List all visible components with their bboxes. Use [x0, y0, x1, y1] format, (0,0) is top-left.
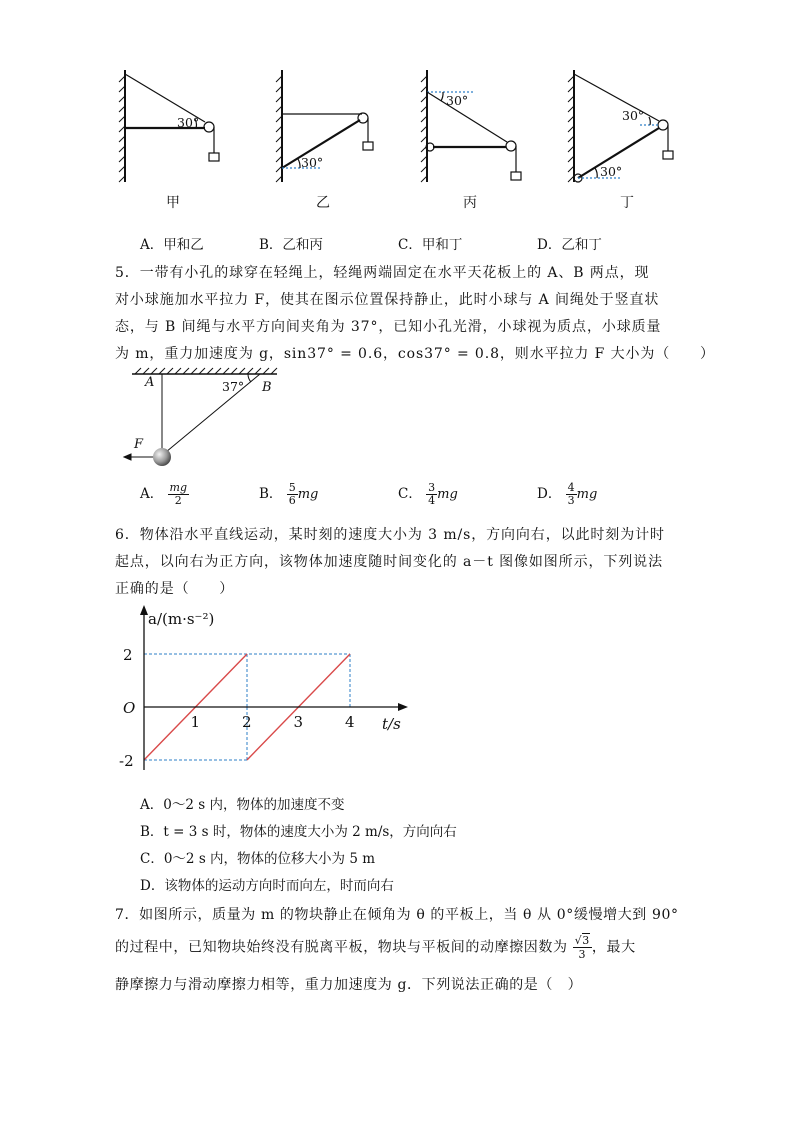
q4-option-a[interactable]: A．甲和乙	[140, 237, 204, 253]
x-tick-label-1: 1	[190, 713, 201, 731]
y-axis-arrow	[140, 605, 148, 615]
q7-text-line-2: 的过程中，已知物块始终没有脱离平板，物块与平板间的动摩擦因数为 $\frac{√3}{3}$ ，最大	[115, 934, 636, 961]
angle-label-jia: 30°	[177, 115, 200, 130]
y-axis-label: a/(m·s⁻²)	[148, 610, 215, 628]
x-tick-label-3: 3	[293, 713, 304, 731]
q6-option-a[interactable]: A．0～2 s 内，物体的加速度不变	[140, 797, 345, 813]
q7-friction-coefficient: $\frac{√3}{3}$	[574, 934, 590, 961]
q5-option-b[interactable]: B． $\frac{5}{6}$ mg	[259, 481, 319, 507]
q5-option-d[interactable]: D． $\frac{4}{3}$ mg	[537, 481, 598, 507]
q6-text-line-3: 正确的是（ ）	[115, 581, 235, 597]
q4-option-d[interactable]: D．乙和丁	[537, 237, 602, 253]
q4-option-b[interactable]: B．乙和丙	[259, 237, 323, 253]
q5-text-line-1: 5．一带有小孔的球穿在轻绳上，轻绳两端固定在水平天花板上的 A、B 两点，现	[115, 265, 650, 281]
x-tick-label-4: 4	[345, 713, 355, 731]
angle-label-ding-bottom: 30°	[600, 164, 623, 179]
q6-option-b[interactable]: B．t = 3 s 时，物体的速度大小为 2 m/s，方向向右	[140, 824, 457, 840]
q5-text-line-4: 为 m，重力加速度为 g，sin37° = 0.6，cos37° = 0.8，则水平拉力 F 大小为（ ）	[115, 346, 715, 362]
q6-option-c[interactable]: C．0～2 s 内，物体的位移大小为 5 m	[140, 851, 376, 867]
q5-angle-37: 37°	[222, 379, 245, 394]
x-axis-label: t/s	[382, 715, 401, 733]
q6-option-d[interactable]: D．该物体的运动方向时而向左，时而向右	[140, 878, 394, 894]
q5-text-line-3: 态，与 B 间绳与水平方向间夹角为 37°，已知小孔光滑，小球视为质点，小球质量	[115, 319, 662, 335]
y-tick-label-2: 2	[123, 646, 133, 664]
q5-option-a[interactable]: A． $\frac{mg}{2}$	[140, 481, 188, 507]
q4-option-c[interactable]: C．甲和丁	[398, 237, 463, 253]
y-tick-label-neg2: -2	[119, 752, 134, 770]
q4-figures	[0, 0, 793, 215]
fig-label-ding: 丁	[620, 195, 634, 211]
angle-label-bing: 30°	[446, 93, 469, 108]
fig-label-bing: 丙	[463, 195, 477, 211]
x-tick-label-2: 2	[242, 713, 252, 731]
q5-label-a: A	[145, 375, 155, 390]
fig-label-yi: 乙	[316, 195, 330, 211]
q5-text-line-2: 对小球施加水平拉力 F，使其在图示位置保持静止，此时小球与 A 间绳处于竖直状	[115, 292, 660, 308]
q6-text-line-2: 起点，以向右为正方向，该物体加速度随时间变化的 a－t 图像如图所示，下列说法	[115, 554, 663, 570]
fig-label-jia: 甲	[166, 195, 180, 211]
q6-text-line-1: 6．物体沿水平直线运动，某时刻的速度大小为 3 m/s，方向向右，以此时刻为计时	[115, 527, 665, 543]
q7-text-line-1: 7．如图所示，质量为 m 的物块静止在倾角为 θ 的平板上，当 θ 从 0°缓慢增大到 90°	[115, 907, 679, 923]
angle-label-yi: 30°	[301, 155, 324, 170]
q5-label-f: F	[134, 437, 144, 452]
origin-label: O	[123, 699, 136, 717]
angle-label-ding-top: 30°	[622, 108, 645, 123]
q5-option-c[interactable]: C． $\frac{3}{4}$ mg	[398, 481, 458, 507]
x-axis-arrow	[398, 703, 408, 711]
q5-label-b: B	[262, 380, 272, 395]
q7-text-line-3: 静摩擦力与滑动摩擦力相等，重力加速度为 g．下列说法正确的是（ ）	[115, 977, 583, 993]
a-t-chart	[110, 600, 430, 785]
